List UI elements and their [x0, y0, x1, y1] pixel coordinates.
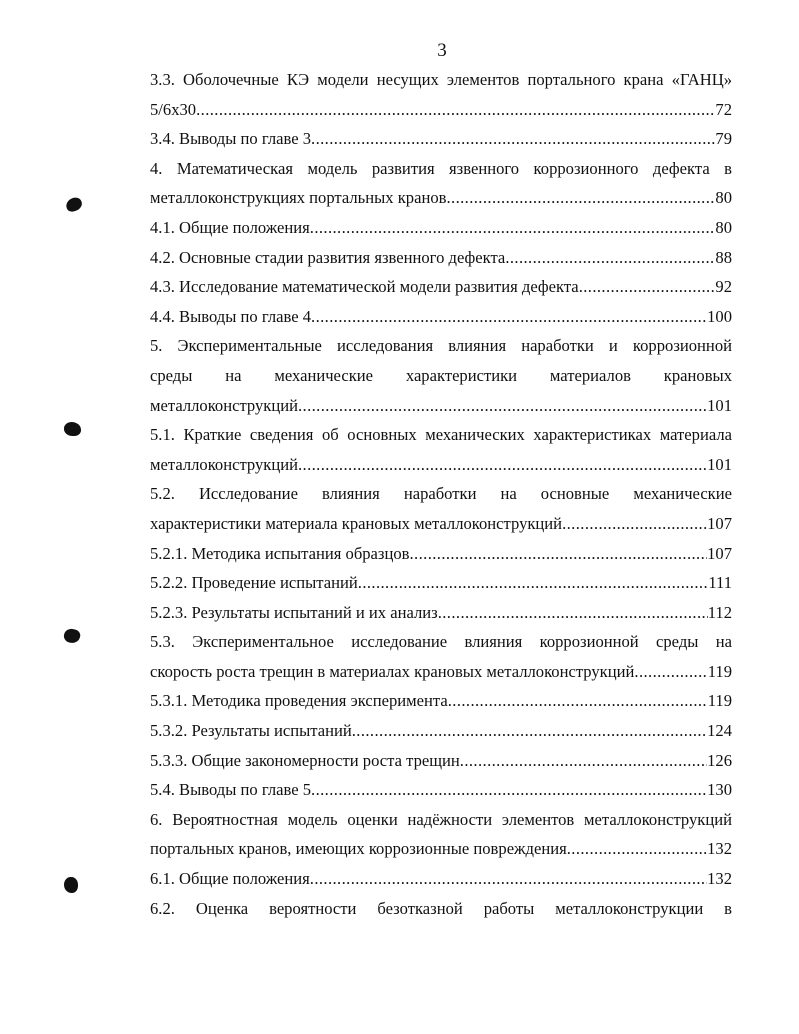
toc-page-number: 132 — [707, 869, 732, 889]
table-of-contents — [150, 65, 732, 923]
dot-leader — [298, 391, 707, 421]
toc-entry-text: металлоконструкций — [150, 454, 298, 474]
dot-leader — [634, 657, 707, 687]
toc-line — [150, 391, 732, 421]
toc-line — [150, 124, 732, 154]
dot-leader — [460, 746, 707, 776]
toc-line — [150, 598, 732, 628]
toc-entry-text: портальных кранов, имеющих коррозионные повреждения — [150, 839, 567, 859]
dot-leader — [310, 213, 716, 243]
toc-page-number: 107 — [707, 513, 732, 533]
toc-entry-text: 4.2. Основные стадии развития язвенного дефекта — [150, 247, 506, 267]
toc-entry-text: 5.3.1. Методика проведения эксперимента — [150, 691, 448, 711]
toc-entry-text: 5.3.3. Общие закономерности роста трещин — [150, 750, 460, 770]
dot-leader — [298, 450, 707, 480]
toc-entry-text: 5.2.2. Проведение испытаний — [150, 573, 358, 593]
toc-line: среды на механические характеристики материалов крановых — [150, 365, 732, 385]
toc-page-number: 100 — [707, 306, 732, 326]
toc-page-number: 92 — [715, 277, 732, 297]
toc-entry-text: металлоконструкциях портальных кранов — [150, 188, 447, 208]
toc-page-number: 101 — [707, 454, 732, 474]
toc-entry-text: 4.1. Общие положения — [150, 217, 310, 237]
toc-line: 5.2. Исследование влияния наработки на основные механические — [150, 484, 732, 504]
toc-line — [150, 716, 732, 746]
toc-line — [150, 183, 732, 213]
scan-blot — [64, 422, 81, 436]
dot-leader — [311, 302, 707, 332]
dot-leader — [448, 686, 708, 716]
toc-entry-text: 6.1. Общие положения — [150, 869, 310, 889]
toc-entry-text: характеристики материала крановых металлоконструкций — [150, 513, 563, 533]
toc-line — [150, 864, 732, 894]
toc-line — [150, 568, 732, 598]
toc-line — [150, 302, 732, 332]
toc-page-number: 72 — [715, 99, 732, 119]
toc-entry-text: 4.3. Исследование математической модели развития дефекта — [150, 277, 579, 297]
dot-leader — [352, 716, 707, 746]
toc-line: 6.2. Оценка вероятности безотказной работы металлоконструкции в — [150, 898, 732, 918]
toc-page-number: 126 — [707, 750, 732, 770]
toc-line — [150, 539, 732, 569]
dot-leader — [567, 834, 707, 864]
dot-leader — [410, 539, 708, 569]
toc-entry-text: 3.4. Выводы по главе 3 — [150, 129, 312, 149]
toc-page-number: 132 — [707, 839, 732, 859]
toc-line — [150, 746, 732, 776]
toc-page-number: 119 — [707, 691, 732, 711]
toc-page-number: 79 — [715, 129, 732, 149]
toc-line: 5.1. Краткие сведения об основных механических характеристиках материала — [150, 425, 732, 445]
toc-page-number: 88 — [715, 247, 732, 267]
toc-page-number: 80 — [715, 188, 732, 208]
dot-leader — [562, 509, 707, 539]
toc-entry-text: 5.2.1. Методика испытания образцов — [150, 543, 410, 563]
toc-page-number: 107 — [707, 543, 732, 563]
dot-leader — [505, 243, 715, 273]
dot-leader — [438, 598, 708, 628]
toc-line — [150, 243, 732, 273]
toc-page-number: 119 — [707, 661, 732, 681]
toc-line: 6. Вероятностная модель оценки надёжности элементов металлоконструкций — [150, 809, 732, 829]
toc-line: 3.3. Оболочечные КЭ модели несущих элементов портального крана «ГАНЦ» — [150, 70, 732, 89]
toc-entry-text: 5.3.2. Результаты испытаний — [150, 721, 352, 741]
toc-page-number: 101 — [707, 395, 732, 415]
toc-line — [150, 213, 732, 243]
dot-leader — [311, 124, 715, 154]
scan-blot — [62, 627, 81, 645]
toc-line — [150, 657, 732, 687]
toc-line — [150, 686, 732, 716]
toc-entry-text: 4.4. Выводы по главе 4 — [150, 306, 312, 326]
page-number: 3 — [437, 40, 447, 61]
scan-blot — [64, 877, 78, 893]
toc-page-number: 80 — [715, 217, 732, 237]
toc-line — [150, 834, 732, 864]
toc-line: 4. Математическая модель развития язвенного коррозионного дефекта в — [150, 158, 732, 178]
dot-leader — [446, 183, 715, 213]
toc-line — [150, 509, 732, 539]
toc-page-number: 130 — [707, 780, 732, 800]
toc-line: 5. Экспериментальные исследования влияния наработки и коррозионной — [150, 336, 732, 356]
toc-entry-text: скорость роста трещин в материалах крановых металлоконструкций — [150, 661, 635, 681]
dot-leader — [196, 95, 715, 125]
toc-entry-text: 5.4. Выводы по главе 5 — [150, 780, 312, 800]
dot-leader — [358, 568, 709, 598]
dot-leader — [310, 864, 707, 894]
toc-line — [150, 95, 732, 125]
toc-line — [150, 450, 732, 480]
toc-line — [150, 775, 732, 805]
toc-entry-text: металлоконструкций — [150, 395, 298, 415]
toc-entry-text: 5/6х30 — [150, 99, 197, 119]
toc-entry-text: 5.2.3. Результаты испытаний и их анализ — [150, 602, 438, 622]
dot-leader — [579, 272, 716, 302]
scan-blot — [64, 196, 83, 214]
toc-line: 5.3. Экспериментальное исследование влияния коррозионной среды на — [150, 632, 732, 652]
toc-page-number: 111 — [708, 573, 732, 593]
toc-page-number: 124 — [707, 721, 732, 741]
toc-line — [150, 272, 732, 302]
toc-page-number: 112 — [707, 602, 732, 622]
dot-leader — [311, 775, 707, 805]
